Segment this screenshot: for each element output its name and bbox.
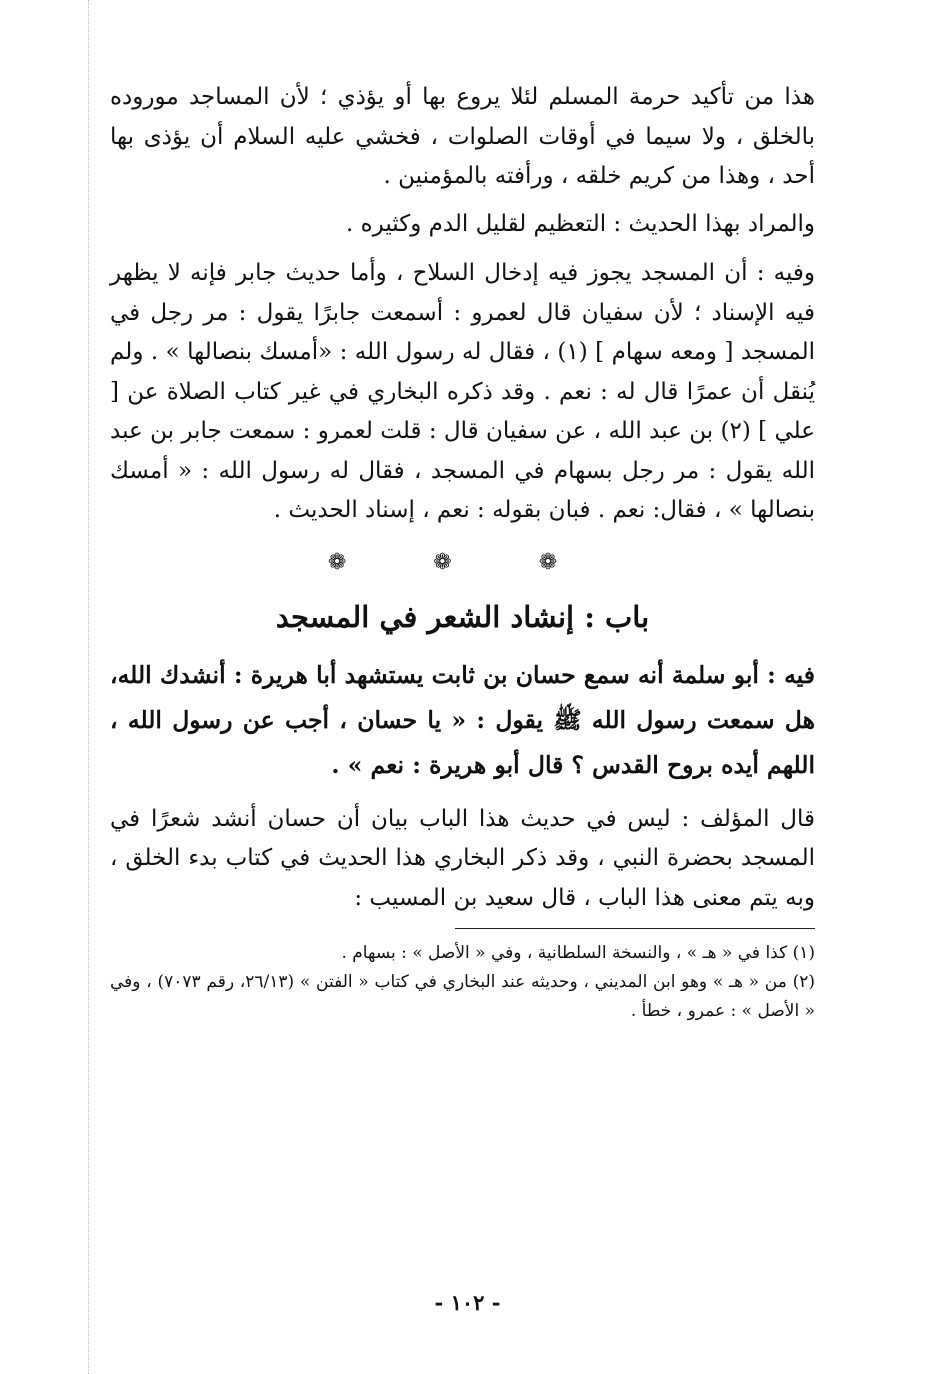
page-body: [110, 78, 815, 1026]
page-edge-line: [88, 0, 89, 1374]
paragraph-3: وفيه : أن المسجد يجوز فيه إدخال السلاح ، وأما حديث جابر فإنه لا يظهر فيه الإسناد ؛ لأن سفيان قال لعمرو : أسمعت جابرًا يقول : مر رجل في المسجد [ ومعه سهام ] (١) ، فقال له رسول الله : «أمسك بنصالها » . ولم يُنقل أن عمرًا قال له : نعم . وقد ذكره البخاري في غير كتاب الصلاة عن [ علي ] (٢) بن عبد الله ، عن سفيان قال : قلت لعمرو : سمعت جابر بن عبد الله يقول : مر رجل بسهام في المسجد ، فقال له رسول الله : « أمسك بنصالها » ، فقال: نعم . فبان بقوله : نعم ، إسناد الحديث .: [110, 260, 816, 523]
hadith-text: فيه : أبو سلمة أنه سمع حسان بن ثابت يستشهد أبا هريرة : أنشدك الله، هل سمعت رسول الله ﷺ يقول : « يا حسان ، أجب عن رسول الله ، اللهم أيده بروح القدس ؟ قال أبو هريرة : نعم » .: [110, 660, 815, 779]
chapter-title: باب : إنشاد الشعر في المسجد: [275, 599, 650, 634]
paragraph-4: قال المؤلف : ليس في حديث هذا الباب بيان أن حسان أنشد شعرًا في المسجد بحضرة النبي ، وقد ذكر البخاري هذا الحديث في كتاب بدء الخلق ، وبه يتم معنى هذا الباب ، قال سعيد بن المسيب :: [110, 805, 815, 911]
paragraph-2: والمراد بهذا الحديث : التعظيم لقليل الدم وكثيره .: [346, 210, 815, 237]
footnote-divider: [455, 928, 815, 929]
page-number: - ١٠٢ -: [434, 1290, 501, 1315]
footnote-2: (٢) من « هـ » وهو ابن المديني ، وحديثه عند البخاري في كتاب « الفتن » (٢٦/١٣، رقم ٧٠٧٣) ، وفي « الأصل » : عمرو ، خطأ .: [110, 972, 816, 1021]
footnote-1: (١) كذا في « هـ » ، والنسخة السلطانية ، وفي « الأصل » : بسهام .: [341, 943, 815, 963]
section-separator: ❁ ❁ ❁: [327, 549, 598, 575]
paragraph-1: هذا من تأكيد حرمة المسلم لئلا يروع بها أو يؤذي ؛ لأن المساجد موروده بالخلق ، ولا سيما في أوقات الصلوات ، فخشي عليه السلام أن يؤذى بها أحد ، وهذا من كريم خلقه ، ورأفته بالمؤمنين .: [110, 84, 815, 189]
